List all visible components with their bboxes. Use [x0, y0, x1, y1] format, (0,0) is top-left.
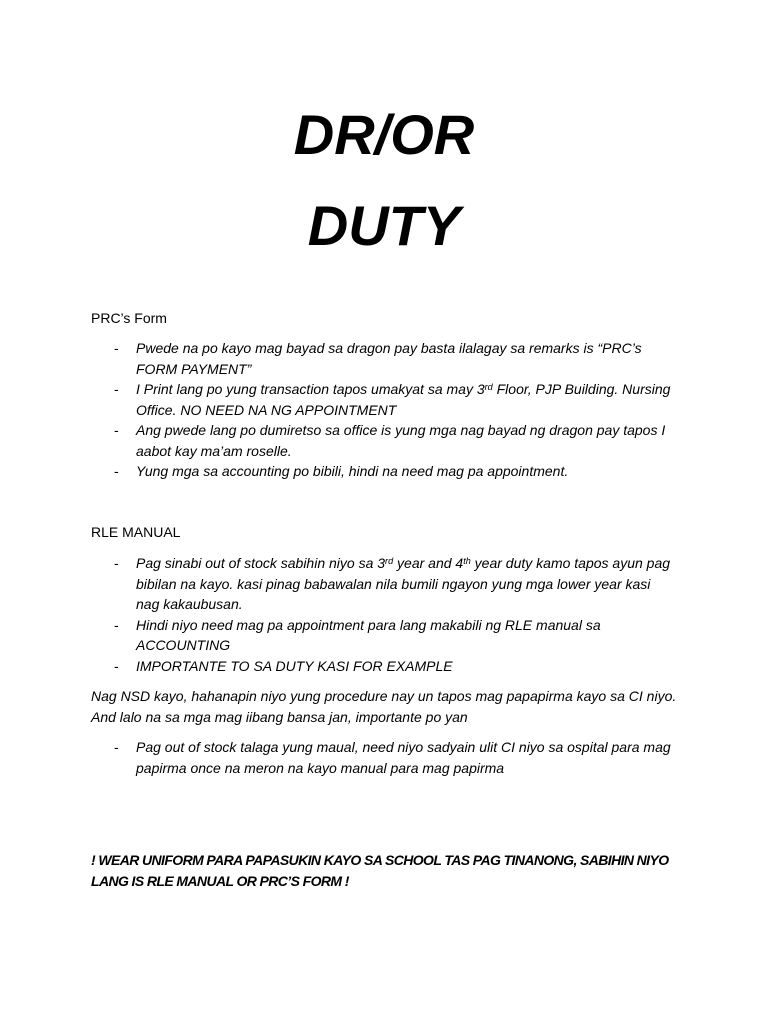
item-line	[136, 553, 670, 574]
list-item	[114, 656, 670, 677]
item-line: aabot kay ma’am roselle.	[136, 442, 292, 459]
list-item	[114, 553, 670, 615]
bullet-marker: -	[114, 463, 119, 479]
section-heading-prc-form: PRC’s Form	[91, 310, 167, 326]
item-line: papirma once na meron na kayo manual para mag papirma	[136, 759, 505, 776]
list-item	[114, 420, 670, 461]
item-line: Hindi niyo need mag pa appointment para lang makabili ng RLE manual sa	[136, 616, 601, 633]
list-item	[114, 379, 670, 420]
item-line: Pwede na po kayo mag bayad sa dragon pay basta ilalagay sa remarks is “PRC’s	[136, 340, 642, 356]
item-line: Ang pwede lang po dumiretso sa office is yung mga nag bayad ng dragon pay tapos I	[136, 422, 666, 438]
item-line: Yung mga sa accounting po bibili, hindi na need mag pa appointment.	[136, 463, 569, 479]
line-text: year duty kamo tapos ayun pag	[470, 555, 671, 571]
title-line-2: DUTY	[307, 194, 461, 257]
title-line-1: DR/OR	[293, 103, 475, 166]
final-note-line: ! WEAR UNIFORM PARA PAPASUKIN KAYO SA SCHOOL TAS PAG TINANONG, SABIHIN NIYO	[91, 852, 669, 868]
bullet-marker: -	[114, 340, 119, 356]
bullet-marker: -	[114, 657, 119, 674]
section-heading-rle-manual: RLE MANUAL	[91, 524, 181, 540]
final-note	[91, 850, 669, 891]
bullet-marker: -	[114, 422, 119, 438]
final-note-line: LANG IS RLE MANUAL OR PRC’S FORM !	[91, 872, 349, 889]
line-text: Pag sinabi out of stock sabihin niyo sa 3	[136, 555, 386, 571]
item-line: nag kakaubusan.	[136, 596, 243, 612]
list-item	[114, 338, 670, 379]
bullet-marker: -	[114, 739, 119, 755]
item-line	[136, 379, 670, 400]
item-line: FORM PAYMENT”	[136, 360, 252, 377]
item-line: Pag out of stock talaga yung maual, need niyo sadyain ulit CI niyo sa ospital para mag	[136, 739, 671, 755]
bullet-marker: -	[114, 616, 119, 633]
line-text: I Print lang po yung transaction tapos umakyat sa may 3	[136, 381, 485, 397]
paragraph-line: Nag NSD kayo, hahanapin niyo yung procedure nay un tapos mag papapirma kayo sa CI niyo.	[91, 688, 677, 704]
ordinal-superscript: th	[463, 555, 471, 566]
out-of-stock-bullet-list	[114, 737, 671, 778]
ordinal-superscript: rd	[484, 381, 493, 392]
rle-bullet-list	[114, 553, 670, 676]
list-item	[114, 615, 670, 656]
bullet-marker: -	[114, 555, 119, 571]
item-line: IMPORTANTE TO SA DUTY KASI FOR EXAMPLE	[136, 657, 453, 674]
bullet-marker: -	[114, 381, 119, 397]
list-item	[114, 737, 671, 778]
list-item	[114, 461, 670, 482]
item-line: ACCOUNTING	[136, 637, 231, 653]
paragraph-line: And lalo na sa mga mag iibang bansa jan, importante po yan	[91, 708, 468, 725]
line-text: year and 4	[393, 555, 464, 571]
item-line: Office. NO NEED NA NG APPOINTMENT	[136, 401, 397, 418]
item-line: bibilan na kayo. kasi pinag babawalan nila bumili ngayon yung mga lower year kasi	[136, 575, 651, 592]
line-text: Floor, PJP Building. Nursing	[492, 381, 671, 397]
prc-bullet-list	[114, 338, 670, 482]
ordinal-superscript: rd	[385, 555, 394, 566]
nsd-paragraph	[91, 686, 676, 727]
